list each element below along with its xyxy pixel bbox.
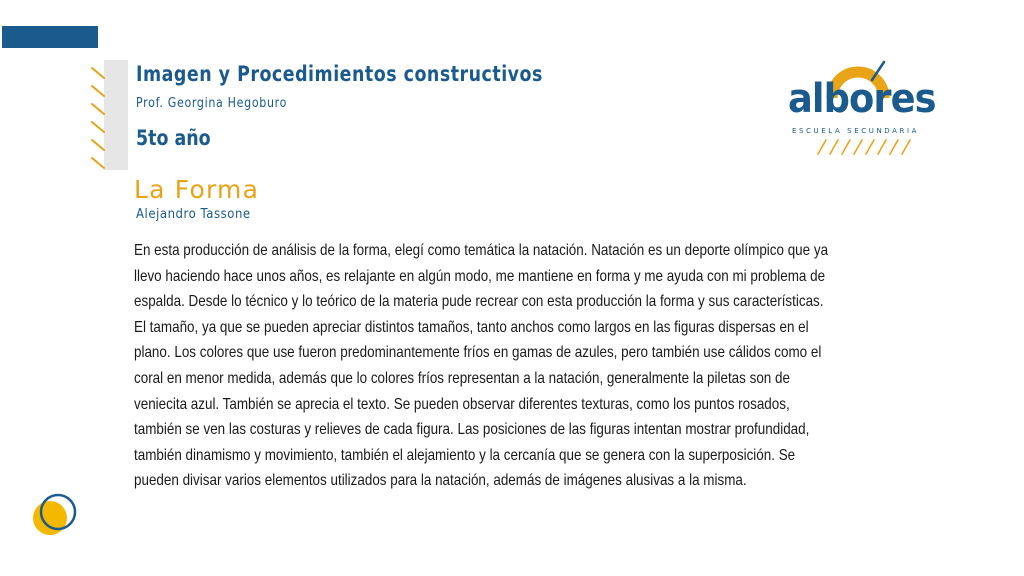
grade-label: 5to año <box>136 126 211 150</box>
body-line: llevo haciendo hace unos años, es relajante en algún modo, me mantiene en forma y me ayuda con mi problema de <box>134 267 826 285</box>
body-line: pueden divisar varios elementos utilizados para la natación, además de imágenes alusivas a la misma. <box>134 472 747 490</box>
logo-wordmark: albores <box>788 76 936 122</box>
school-logo <box>780 54 936 158</box>
author-name: Alejandro Tassone <box>136 207 251 222</box>
body-line: también se ven las costuras y relieves de cada figura. Las posiciones de las figuras intentan mostrar profundidad, <box>134 421 810 439</box>
body-line: coral en menor medida, además que lo colores fríos representan a la natación, generalmente la piletas son de <box>134 369 790 387</box>
body-line: espalda. Desde lo técnico y lo teórico de la materia pude recrear con esta producción la forma y sus características. <box>134 293 824 311</box>
body-line: veniecita azul. También se aprecia el texto. Se pueden observar diferentes texturas, como los puntos rosados, <box>134 395 790 413</box>
logo-subtitle: ESCUELA SECUNDARIA <box>792 127 920 135</box>
section-title: La Forma <box>134 175 260 204</box>
body-paragraph <box>134 238 924 494</box>
body-line: también dinamismo y movimiento, también el alejamiento y la cercanía que se genera con la superposición. Se <box>134 446 796 464</box>
body-line: plano. Los colores que use fueron predominantemente fríos en gamas de azules, pero también use cálidos como el <box>134 344 822 362</box>
top-accent-bar <box>2 26 98 48</box>
body-line: En esta producción de análisis de la forma, elegí como temática la natación. Natación es un deporte olímpico que ya <box>134 242 829 259</box>
course-header <box>136 62 626 150</box>
decorative-circles-icon <box>30 492 82 544</box>
body-line: El tamaño, ya que se pueden apreciar distintos tamaños, tanto anchos como largos en las figuras dispersas en el <box>134 318 809 336</box>
teacher-name: Prof. Georgina Hegoburo <box>136 96 288 111</box>
decorative-slashes-icon <box>88 62 108 174</box>
course-title: Imagen y Procedimientos constructivos <box>136 62 543 86</box>
